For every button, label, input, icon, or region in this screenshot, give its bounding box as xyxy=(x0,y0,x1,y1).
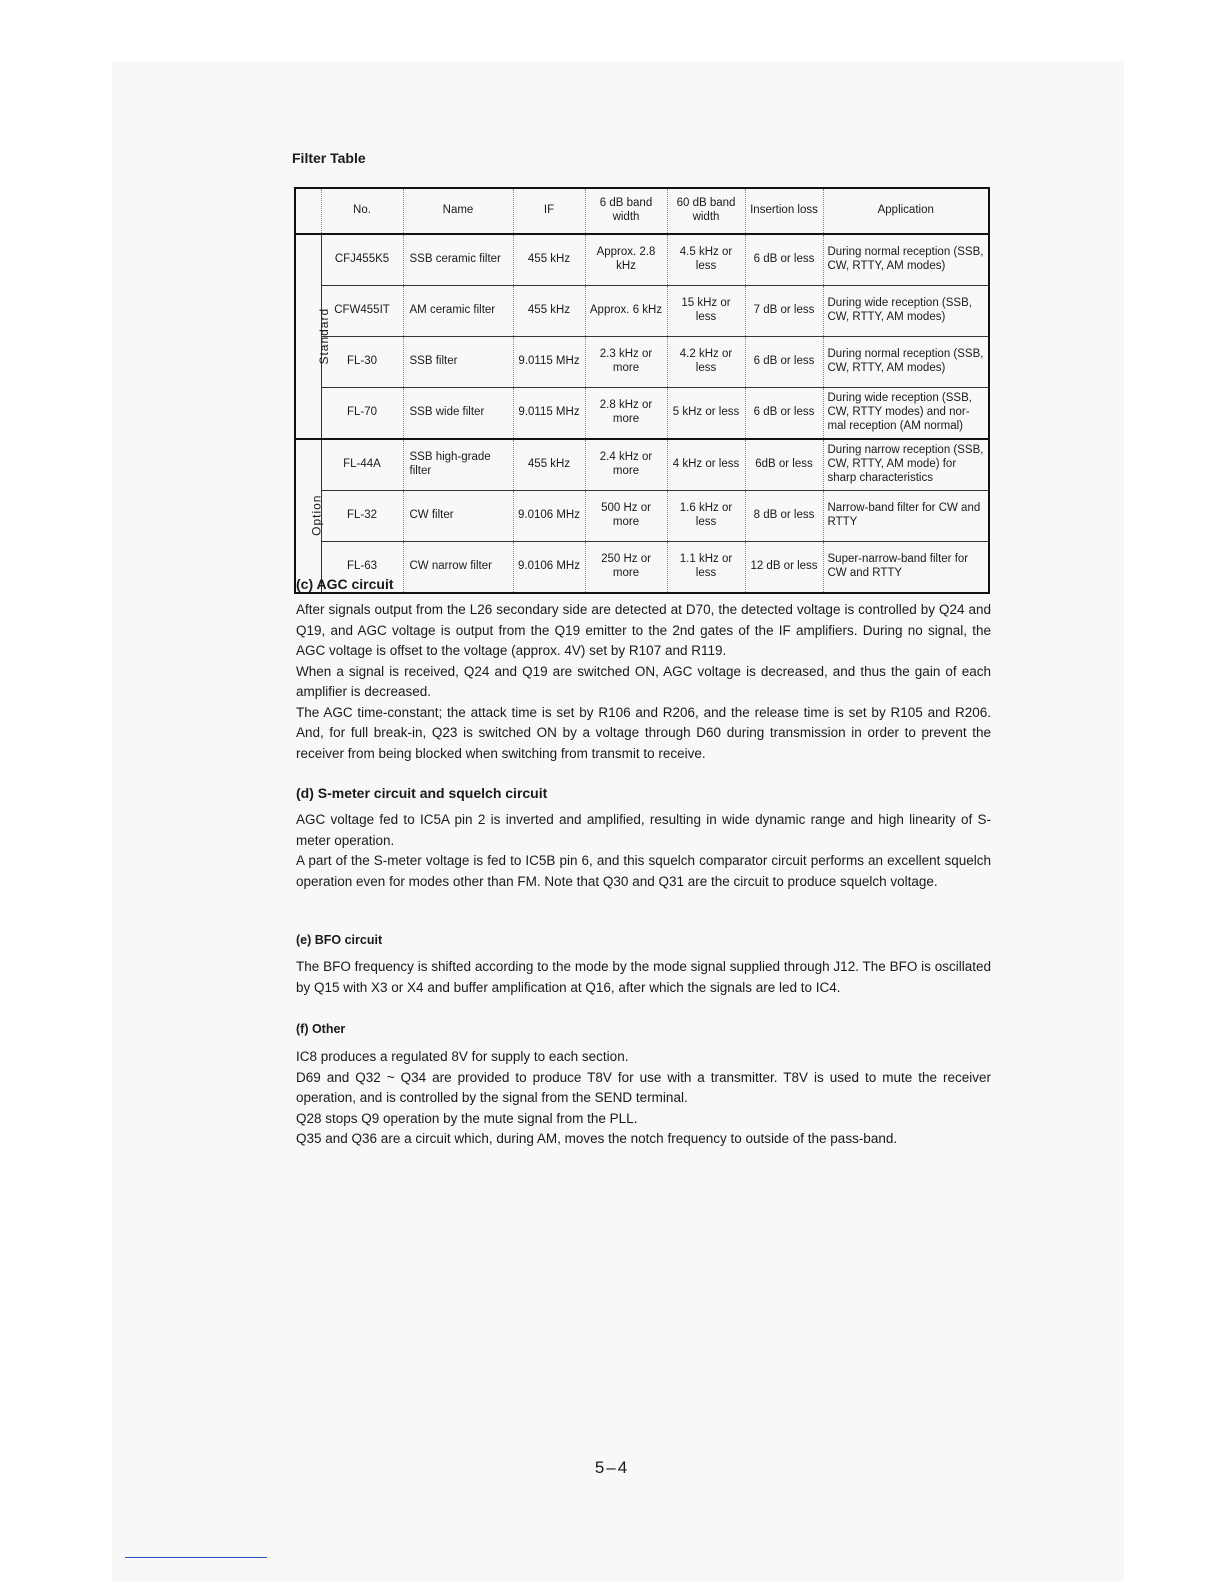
cell-name: CW filter xyxy=(403,491,513,542)
cell-name: SSB ceramic filter xyxy=(403,234,513,286)
cell-6db: Approx. 6 kHz xyxy=(585,286,667,337)
smeter-body xyxy=(296,810,991,892)
cell-if: 9.0115 MHz xyxy=(513,388,585,440)
header-60db: 60 dB band width xyxy=(667,188,745,234)
cell-6db: 250 Hz or more xyxy=(585,542,667,594)
agc-paragraph: After signals output from the L26 secondary side are detected at D70, the detected voltage is controlled by Q24 and Q19, and AGC voltage is output from the Q19 emitter to the 2nd gates of the IF amplifiers. During no signal, the AGC voltage is offset to the voltage (approx. 4V) set by R107 and R119. xyxy=(296,602,991,658)
table-row xyxy=(295,234,989,286)
table-row xyxy=(295,542,989,594)
cell-no: FL-63 xyxy=(321,542,403,594)
cell-loss: 6 dB or less xyxy=(745,388,823,440)
other-body xyxy=(296,1047,991,1150)
cell-no: CFW455IT xyxy=(321,286,403,337)
other-paragraph: IC8 produces a regulated 8V for supply to each section. xyxy=(296,1049,629,1064)
group-label-option: Option xyxy=(295,439,321,593)
table-row xyxy=(295,388,989,440)
agc-paragraph: The AGC time-constant; the attack time is set by R106 and R206, and the release time is set by R105 and R206. And, for full break-in, Q23 is switched ON by a voltage through D60 during transmission in order to prevent the receiver from being blocked when switching from transmit to receive. xyxy=(296,704,991,761)
cell-application: During narrow reception (SSB, CW, RTTY, AM mode) for sharp characteristics xyxy=(823,439,989,491)
table-title: Filter Table xyxy=(292,150,366,166)
cell-if: 9.0106 MHz xyxy=(513,491,585,542)
page-number: 5–4 xyxy=(594,1458,630,1477)
header-6db: 6 dB band width xyxy=(585,188,667,234)
cell-name: SSB high-grade filter xyxy=(403,439,513,491)
cell-if: 455 kHz xyxy=(513,234,585,286)
cell-60db: 1.6 kHz or less xyxy=(667,491,745,542)
cell-60db: 15 kHz or less xyxy=(667,286,745,337)
cell-if: 455 kHz xyxy=(513,286,585,337)
cell-name: AM ceramic filter xyxy=(403,286,513,337)
other-paragraph: D69 and Q32 ~ Q34 are provided to produce T8V for use with a transmitter. T8V is used to mute the receiver operation, and is controlled by the signal from the SEND terminal. xyxy=(296,1069,991,1105)
cell-60db: 5 kHz or less xyxy=(667,388,745,440)
agc-heading: (c) AGC circuit xyxy=(296,576,394,592)
header-if: IF xyxy=(513,188,585,234)
cell-application: Narrow-band filter for CW and RTTY xyxy=(823,491,989,542)
cell-no: FL-70 xyxy=(321,388,403,440)
cell-loss: 12 dB or less xyxy=(745,542,823,594)
cell-6db: Approx. 2.8 kHz xyxy=(585,234,667,286)
cell-6db: 500 Hz or more xyxy=(585,491,667,542)
cell-loss: 6 dB or less xyxy=(745,337,823,388)
header-name: Name xyxy=(403,188,513,234)
cell-loss: 7 dB or less xyxy=(745,286,823,337)
smeter-paragraph: A part of the S-meter voltage is fed to IC5B pin 6, and this squelch comparator circuit performs an excellent squelch operation even for modes other than FM. Note that Q30 and Q31 are the circuit to produce squelch voltage. xyxy=(296,853,991,889)
table-row xyxy=(295,439,989,491)
cell-name: CW narrow filter xyxy=(403,542,513,594)
cell-application: During wide reception (SSB, CW, RTTY modes) and nor-mal reception (AM normal) xyxy=(823,388,989,440)
bfo-heading: (e) BFO circuit xyxy=(296,933,383,947)
header-group xyxy=(295,188,321,234)
cell-application: Super-narrow-band filter for CW and RTTY xyxy=(823,542,989,594)
cell-no: FL-44A xyxy=(321,439,403,491)
cell-no: FL-30 xyxy=(321,337,403,388)
cell-if: 9.0115 MHz xyxy=(513,337,585,388)
cell-60db: 4.5 kHz or less xyxy=(667,234,745,286)
cell-loss: 8 dB or less xyxy=(745,491,823,542)
header-application: Application xyxy=(823,188,989,234)
cell-60db: 1.1 kHz or less xyxy=(667,542,745,594)
cell-name: SSB wide filter xyxy=(403,388,513,440)
cell-no: FL-32 xyxy=(321,491,403,542)
other-paragraph: Q35 and Q36 are a circuit which, during AM, moves the notch frequency to outside of the pass-band. xyxy=(296,1131,898,1146)
cell-6db: 2.8 kHz or more xyxy=(585,388,667,440)
cell-if: 9.0106 MHz xyxy=(513,542,585,594)
cell-application: During wide reception (SSB, CW, RTTY, AM modes) xyxy=(823,286,989,337)
table-row xyxy=(295,337,989,388)
header-no: No. xyxy=(321,188,403,234)
smeter-heading: (d) S-meter circuit and squelch circuit xyxy=(296,785,548,801)
cell-no: CFJ455K5 xyxy=(321,234,403,286)
bfo-paragraph: The BFO frequency is shifted according to the mode by the mode signal supplied through J12. The BFO is oscillated by Q15 with X3 or X4 and buffer amplification at Q16, after which the signals are led to IC4. xyxy=(296,959,991,995)
cell-loss: 6 dB or less xyxy=(745,234,823,286)
other-paragraph: Q28 stops Q9 operation by the mute signal from the PLL. xyxy=(296,1110,638,1126)
table-row xyxy=(295,286,989,337)
bfo-body xyxy=(296,957,991,998)
filter-table xyxy=(294,187,990,594)
cell-6db: 2.4 kHz or more xyxy=(585,439,667,491)
cell-name: SSB filter xyxy=(403,337,513,388)
footer-divider xyxy=(125,1557,267,1558)
group-label-standard: Standard xyxy=(295,234,321,439)
cell-60db: 4 kHz or less xyxy=(667,439,745,491)
other-heading: (f) Other xyxy=(296,1022,346,1036)
table-header-row xyxy=(295,188,989,234)
cell-if: 455 kHz xyxy=(513,439,585,491)
cell-application: During normal reception (SSB, CW, RTTY, AM modes) xyxy=(823,234,989,286)
table-row xyxy=(295,491,989,542)
cell-loss: 6dB or less xyxy=(745,439,823,491)
cell-6db: 2.3 kHz or more xyxy=(585,337,667,388)
cell-application: During normal reception (SSB, CW, RTTY, AM modes) xyxy=(823,337,989,388)
agc-paragraph: When a signal is received, Q24 and Q19 are switched ON, AGC voltage is decreased, and thus the gain of each amplifier is decreased. xyxy=(296,663,991,699)
agc-body xyxy=(296,600,991,764)
header-insertion-loss: Insertion loss xyxy=(745,188,823,234)
smeter-paragraph: AGC voltage fed to IC5A pin 2 is inverted and amplified, resulting in wide dynamic range and high linearity of S-meter operation. xyxy=(296,812,991,848)
cell-60db: 4.2 kHz or less xyxy=(667,337,745,388)
